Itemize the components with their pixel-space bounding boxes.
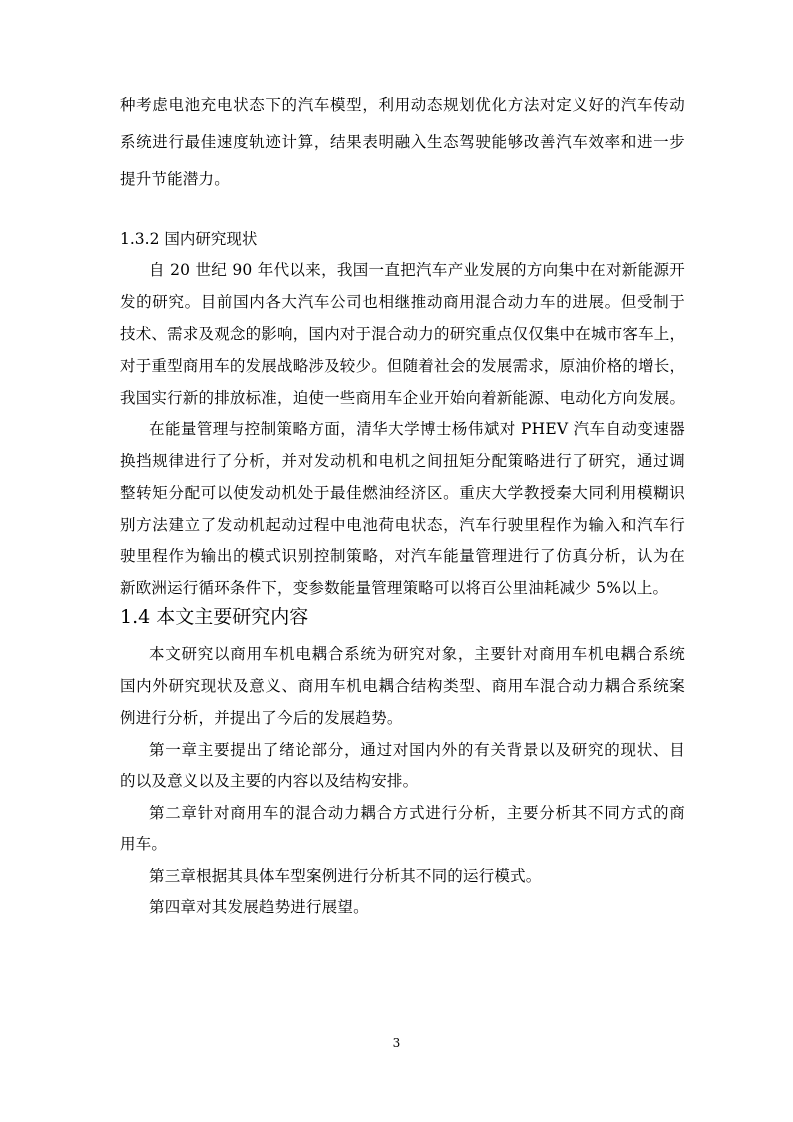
paragraph-line: 第四章对其发展趋势进行展望。 [149,898,369,916]
paragraph-line: 第一章主要提出了绪论部分，通过对国内外的有关背景以及研究的现状、目 [149,741,685,759]
paragraph-line: 驶里程作为输出的模式识别控制策略，对汽车能量管理进行了仿真分析，认为在 [120,547,685,565]
intro-line: 提升节能潜力。 [120,170,230,188]
intro-line: 系统进行最佳速度轨迹计算，结果表明融入生态驾驶能够改善汽车效率和进一步 [120,133,685,151]
paragraph-line: 本文研究以商用车机电耦合系统为研究对象，主要针对商用车机电耦合系统 [149,645,685,663]
paragraph-line: 在能量管理与控制策略方面，清华大学博士杨伟斌对 PHEV 汽车自动变速器 [149,420,685,438]
intro-line: 种考虑电池充电状态下的汽车模型，利用动态规划优化方法对定义好的汽车传动 [120,96,685,114]
paragraph-line: 技术、需求及观念的影响，国内对于混合动力的研究重点仅仅集中在城市客车上， [120,325,686,343]
paragraph-line: 国内外研究现状及意义、商用车机电耦合结构类型、商用车混合动力耦合系统案 [120,677,685,695]
paragraph-line: 新欧洲运行循环条件下，变参数能量管理策略可以将百公里油耗减少 5%以上。 [120,579,669,597]
paragraph-line: 整转矩分配可以使发动机处于最佳燃油经济区。重庆大学教授秦大同利用模糊识 [120,484,685,502]
paragraph-line: 第二章针对商用车的混合动力耦合方式进行分析，主要分析其不同方式的商 [149,804,685,822]
paragraph-line: 别方法建立了发动机起动过程中电池荷电状态，汽车行驶里程作为输入和汽车行 [120,516,685,534]
paragraph-line: 例进行分析，并提出了今后的发展趋势。 [120,709,403,727]
paragraph-line: 自 20 世纪 90 年代以来，我国一直把汽车产业发展的方向集中在对新能源开 [149,261,685,279]
paragraph-line: 发的研究。目前国内各大汽车公司也相继推动商用混合动力车的进展。但受制于 [120,293,685,311]
page-number: 3 [392,1036,401,1050]
paragraph-line: 对于重型商用车的发展战略涉及较少。但随着社会的发展需求，原油价格的增长， [120,357,686,375]
paragraph-line: 的以及意义以及主要的内容以及结构安排。 [120,772,419,790]
paragraph-line: 用车。 [120,835,168,853]
paragraph-line: 换挡规律进行了分析，并对发动机和电机之间扭矩分配策略进行了研究，通过调 [120,452,685,470]
paragraph-line: 第三章根据其具体车型案例进行分析其不同的运行模式。 [149,867,542,885]
section-heading-1-4: 1.4 本文主要研究内容 [120,606,309,628]
section-heading-1-3-2: 1.3.2 国内研究现状 [120,230,258,248]
paragraph-line: 我国实行新的排放标准，迫使一些商用车企业开始向着新能源、电动化方向发展。 [120,389,686,407]
